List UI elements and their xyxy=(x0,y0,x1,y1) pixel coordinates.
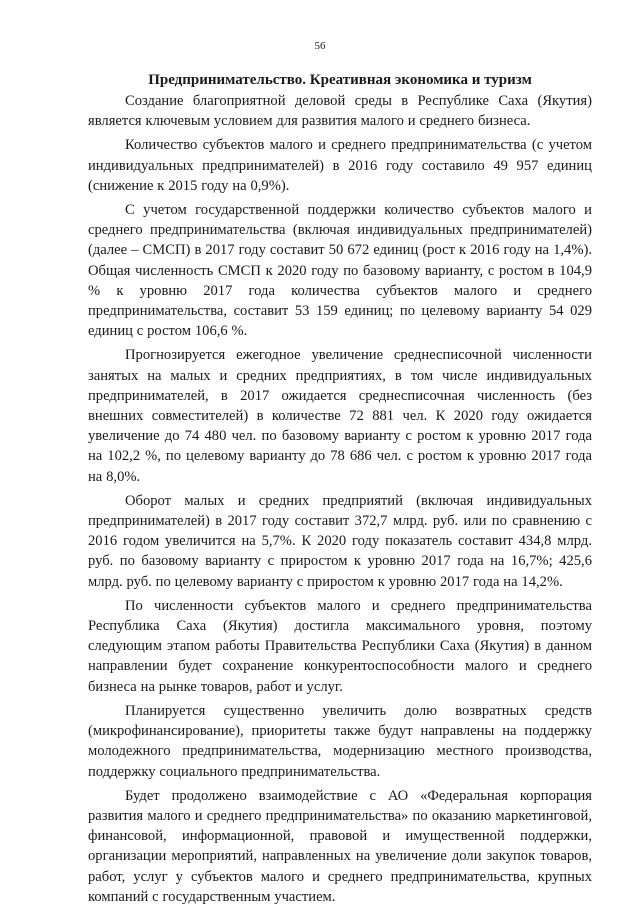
paragraph: Создание благоприятной деловой среды в Республике Саха (Якутия) является ключевым условием для развития малого и среднего бизнеса. xyxy=(88,93,592,130)
paragraph: Будет продолжено взаимодействие с АО «Федеральная корпорация развития малого и среднего предпринимательства» по оказанию маркетинговой, финансовой, информационной, правовой и имущественной поддержки, организации мероприятий, направленных на увеличение доли закупок товаров, работ, услуг у субъектов малого и среднего предпринимательства, крупных компаний с государственным участием. xyxy=(88,787,592,905)
paragraph: С учетом государственной поддержки количество субъектов малого и среднего предпринимательства (включая индивидуальных предпринимателей) (далее – СМСП) в 2017 году составит 50 672 единиц (рост к 2016 году на 1,4%). Общая численность СМСП к 2020 году по базовому варианту, с ростом в 104,9 % к уровню 2017 года количества субъектов малого и среднего предпринимательства, составит 53 159 единиц; по целевому варианту 54 029 единиц с ростом 106,6 %. xyxy=(88,202,592,340)
paragraph: Оборот малых и средних предприятий (включая индивидуальных предпринимателей) в 2017 году составит 372,7 млрд. руб. или по сравнению с 2016 годом увеличится на 5,7%. К 2020 году показатель составит 434,8 млрд. руб. по базовому варианту с приростом к уровню 2017 года на 16,7%; 425,6 млрд. руб. по целевому варианту с приростом к уровню 2017 года на 14,2%. xyxy=(88,492,592,590)
section-heading: Предпринимательство. Креативная экономика и туризм xyxy=(148,72,532,88)
paragraph: По численности субъектов малого и среднего предпринимательства Республика Саха (Якутия) достигла максимального уровня, поэтому следующим этапом работы Правительства Республики Саха (Якутия) в данном направлении будет сохранение конкурентоспособности малого и среднего бизнеса на рынке товаров, работ и услуг. xyxy=(88,597,592,695)
paragraph: Прогнозируется ежегодное увеличение среднесписочной численности занятых на малых и средних предприятиях, в том числе индивидуальных предпринимателей, в 2017 ожидается среднесписочная численность (без внешних совместителей) в количестве 72 881 чел. К 2020 году ожидается увеличение до 74 480 чел. по базовому варианту с ростом к уровню 2017 года на 102,2 %, по целевому варианту до 78 686 чел. с ростом к уровню 2017 года на 8,0%. xyxy=(88,347,592,485)
page-number: 56 xyxy=(314,40,326,52)
paragraph: Планируется существенно увеличить долю возвратных средств (микрофинансирование), приоритеты также будут направлены на поддержку молодежного предпринимательства, модернизацию местного производства, поддержку социального предпринимательства. xyxy=(88,702,592,780)
paragraph: Количество субъектов малого и среднего предпринимательства (с учетом индивидуальных предпринимателей) в 2016 году составило 49 957 единиц (снижение к 2015 году на 0,9%). xyxy=(88,137,592,194)
body-text xyxy=(88,91,592,911)
